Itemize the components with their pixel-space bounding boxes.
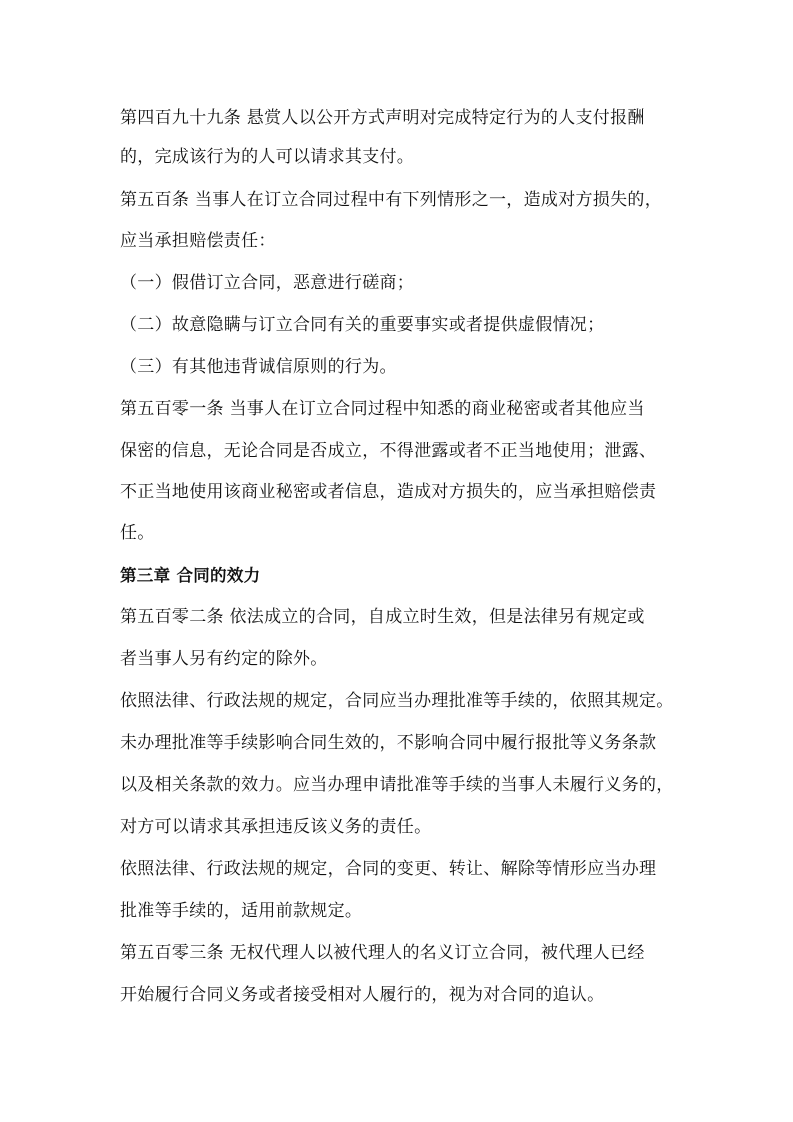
article-501-line-4: 任。 [120,523,155,543]
article-501-line-2: 保密的信息，无论合同是否成立，不得泄露或者不正当地使用；泄露、 [120,441,657,461]
article-502-para-2-line-2: 未办理批准等手续影响合同生效的，不影响合同中履行报批等义务条款 [120,733,657,753]
article-502-para-2-line-3: 以及相关条款的效力。应当办理申请批准等手续的当事人未履行义务的， [120,775,674,795]
article-500-line-1: 第五百条 当事人在订立合同过程中有下列情形之一，造成对方损失的， [120,190,663,210]
article-502-para-2-line-4: 对方可以请求其承担违反该义务的责任。 [120,817,432,837]
article-499-line-2: 的，完成该行为的人可以请求其支付。 [120,147,415,167]
article-500-item-3: （三）有其他违背诚信原则的行为。 [120,357,397,377]
article-500-item-2: （二）故意隐瞒与订立合同有关的重要事实或者提供虚假情况； [120,315,605,335]
article-501-line-1: 第五百零一条 当事人在订立合同过程中知悉的商业秘密或者其他应当 [120,399,645,419]
article-501-line-3: 不正当地使用该商业秘密或者信息，造成对方损失的，应当承担赔偿责 [120,482,657,502]
article-502-line-2: 者当事人另有约定的除外。 [120,649,328,669]
article-502-para-3-line-1: 依照法律、行政法规的规定，合同的变更、转让、解除等情形应当办理 [120,859,657,879]
article-503-line-2: 开始履行合同义务或者接受相对人履行的，视为对合同的追认。 [120,985,605,1005]
article-502-para-3-line-2: 批准等手续的，适用前款规定。 [120,901,363,921]
article-502-line-1: 第五百零二条 依法成立的合同，自成立时生效，但是法律另有规定或 [120,607,645,627]
article-500-item-1: （一）假借订立合同，恶意进行磋商； [120,273,415,293]
article-502-para-2-line-1: 依照法律、行政法规的规定，合同应当办理批准等手续的，依照其规定。 [120,691,674,711]
article-499-line-1: 第四百九十九条 悬赏人以公开方式声明对完成特定行为的人支付报酬 [120,108,645,128]
article-500-line-2: 应当承担赔偿责任： [120,231,276,251]
chapter-3-heading: 第三章 合同的效力 [120,566,261,585]
article-503-line-1: 第五百零三条 无权代理人以被代理人的名义订立合同，被代理人已经 [120,943,645,963]
